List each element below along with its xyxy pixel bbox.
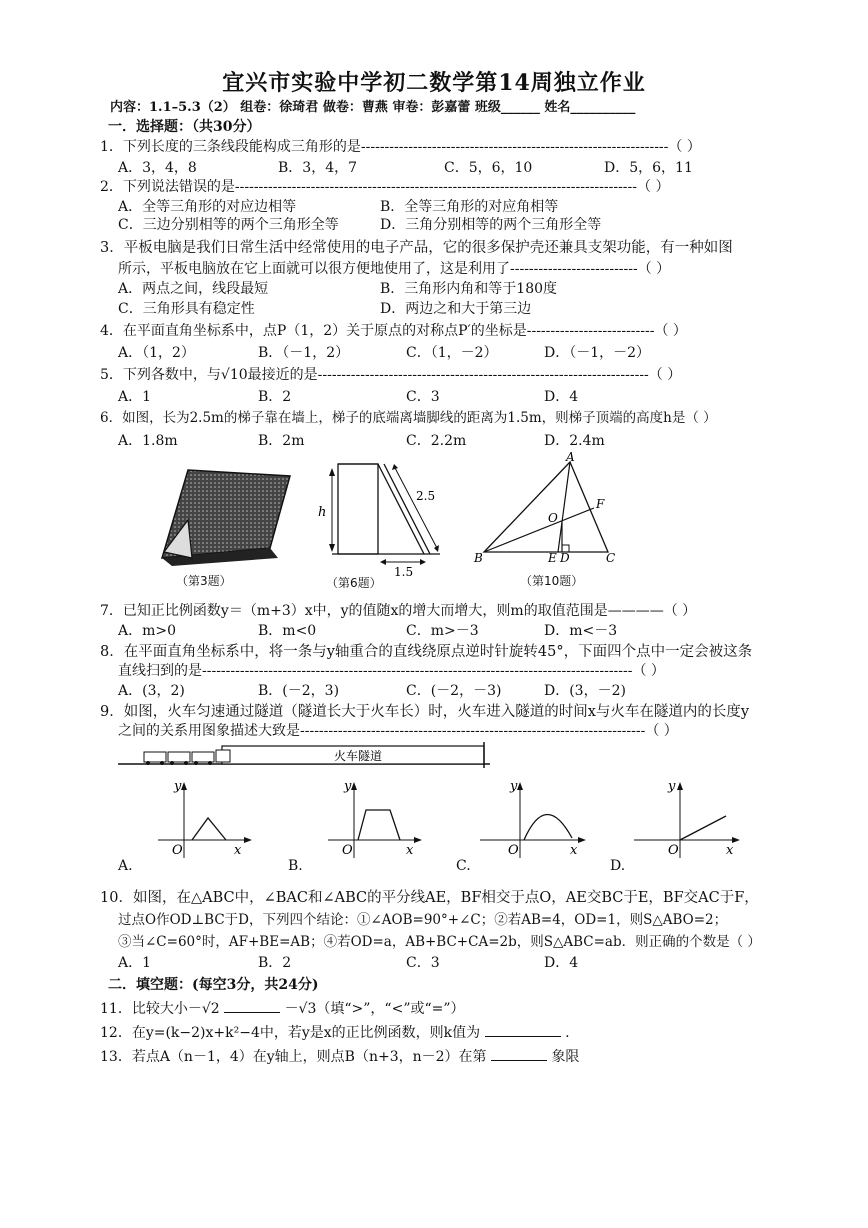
q9-option-c: C.	[456, 858, 471, 874]
section-choice-heading: 一．选择题：（共30分）	[108, 119, 261, 135]
q5-stem: 5．下列各数中，与√10最接近的是----------------------------------------------------------------------（ ）	[100, 367, 682, 383]
q11-prefix: 11．比较大小－√2	[100, 1001, 220, 1017]
fig3-caption: （第3题）	[176, 574, 232, 588]
q10-option-b: B．2	[258, 955, 292, 971]
q7-option-a: A．m>0	[118, 623, 177, 639]
q12-answer-blank[interactable]	[485, 1022, 561, 1037]
q13-answer-blank[interactable]	[491, 1046, 547, 1061]
q4-option-a: A．（1，2）	[118, 345, 195, 361]
q7-stem: 7．已知正比例函数y＝（m+3）x中，y的值随x的增大而增大，则m的取值范围是————（ ）	[100, 603, 697, 619]
q8-line2: 直线扫到的是-------------------------------------------------------------------------------------------（ ）	[118, 663, 665, 679]
graph-c-origin: O	[508, 843, 519, 858]
q2-option-b: B．全等三角形的对应角相等	[380, 199, 559, 215]
q12-suffix: .	[565, 1025, 570, 1041]
q7-option-c: C．m>－3	[406, 623, 479, 639]
q4-option-b: B．（－1，2）	[258, 345, 350, 361]
q12-line	[100, 1022, 570, 1042]
q3-option-c: C．三角形具有稳定性	[118, 301, 255, 317]
fig6-ladder-label: 2.5	[416, 489, 436, 503]
q4-stem: 4．在平面直角坐标系中，点P（1，2）关于原点的对称点P′的坐标是---------------------------（ ）	[100, 323, 687, 339]
graph-a-y-label: y	[174, 780, 182, 794]
graph-d-x-label: x	[726, 843, 734, 858]
graph-d-origin: O	[668, 843, 679, 858]
q10-line3: ③当∠C=60°时，AF+BE=AB；④若OD=a，AB+BC+CA=2b，则S△ABC=ab．则正确的个数是（ ）	[118, 934, 761, 950]
q10-option-a: A．1	[118, 955, 152, 971]
q6-option-b: B．2m	[258, 433, 305, 449]
q3-line2: 所示，平板电脑放在它上面就可以很方便地使用了，这是利用了---------------------------（ ）	[118, 261, 671, 277]
tablet-stand-figure	[150, 462, 295, 572]
ladder-figure	[312, 458, 452, 576]
q8-option-d: D．(3，－2)	[544, 683, 626, 699]
q3-option-a: A．两点之间，线段最短	[118, 281, 269, 297]
q9-graph-d	[634, 780, 744, 862]
q10-line2: 过点O作OD⊥BC于D，下列四个结论：①∠AOB=90°+∠C；②若AB=4，OD=1，则S△ABO=2；	[118, 912, 728, 928]
train-tunnel-figure	[118, 742, 490, 772]
q8-line1: 8．在平面直角坐标系中，将一条与y轴重合的直线绕原点逆时针旋转45°，下面四个点中一定会被这条	[100, 644, 753, 660]
q4-option-d: D．（－1，－2）	[544, 345, 651, 361]
q6-option-a: A．1.8m	[118, 433, 178, 449]
q5-option-d: D．4	[544, 389, 579, 405]
q1-stem: 1．下列长度的三条线段能构成三角形的是-----------------------------------------------------------------（ ）	[100, 139, 701, 155]
q2-option-d: D．三角分别相等的两个三角形全等	[380, 217, 602, 233]
fig6-caption: （第6题）	[326, 576, 382, 590]
fig6-base-label: 1.5	[394, 565, 414, 576]
q6-option-c: C．2.2m	[406, 433, 467, 449]
q2-option-a: A．全等三角形的对应边相等	[118, 199, 297, 215]
graph-c-x-label: x	[570, 843, 578, 858]
q3-option-b: B．三角形内角和等于180度	[380, 281, 558, 297]
q6-stem: 6．如图，长为2.5m的梯子靠在墙上，梯子的底端离墙脚线的距离为1.5m，则梯子顶端的高度h是（ ）	[100, 410, 717, 426]
q9-option-b: B.	[288, 858, 303, 874]
fig6-height-label: h	[318, 505, 327, 520]
q8-option-b: B．(－2，3)	[258, 683, 340, 699]
q9-option-a: A.	[118, 858, 133, 874]
page-title: 宜兴市实验中学初二数学第14周独立作业	[222, 70, 646, 96]
q2-stem: 2．下列说法错误的是-------------------------------------------------------------------------------------（ ）	[100, 179, 670, 195]
graph-a-x-label: x	[234, 843, 242, 858]
q7-option-b: B．m<0	[258, 623, 317, 639]
q1-option-d: D．5，6，11	[604, 160, 693, 176]
q3-line1: 3．平板电脑是我们日常生活中经常使用的电子产品，它的很多保护壳还兼具支架功能，有一种如图	[100, 240, 733, 256]
q11-line	[100, 998, 465, 1018]
q9-graph-c	[480, 780, 590, 862]
section-fill-heading: 二．填空题：(每空3分，共24分)	[108, 977, 319, 993]
q7-option-d: D．m<－3	[544, 623, 618, 639]
tunnel-label: 火车隧道	[334, 749, 383, 763]
graph-b-origin: O	[342, 843, 353, 858]
fig10-caption: （第10题）	[520, 574, 584, 588]
q8-option-c: C．(－2，－3)	[406, 683, 502, 699]
triangle-figure	[470, 452, 628, 568]
q1-option-c: C．5，6，10	[444, 160, 533, 176]
fig10-point-e: E	[548, 551, 557, 565]
graph-d-y-label: y	[668, 780, 676, 794]
q9-option-d: D.	[610, 858, 626, 874]
graph-c-y-label: y	[510, 780, 518, 794]
graph-b-x-label: x	[406, 843, 414, 858]
q13-suffix: 象限	[551, 1049, 580, 1065]
fig10-point-c: C	[606, 551, 616, 565]
q11-suffix: －√3（填“>”，“<”或“=”）	[284, 1001, 465, 1017]
q5-option-a: A．1	[118, 389, 152, 405]
fig10-point-f: F	[596, 497, 605, 511]
fig10-point-o: O	[548, 511, 558, 525]
q8-option-a: A．(3，2)	[118, 683, 185, 699]
fig10-point-a: A	[566, 452, 575, 464]
q1-option-b: B．3，4，7	[278, 160, 358, 176]
q3-option-d: D．两边之和大于第三边	[380, 301, 532, 317]
graph-a-origin: O	[172, 843, 183, 858]
q13-prefix: 13．若点A（n－1，4）在y轴上，则点B（n+3，n－2）在第	[100, 1049, 487, 1065]
q10-option-d: D．4	[544, 955, 579, 971]
fig10-point-b: B	[474, 551, 483, 565]
q10-line1: 10．如图，在△ABC中，∠BAC和∠ABC的平分线AE，BF相交于点O，AE交BC于E，BF交AC于F，	[100, 890, 759, 906]
q9-graph-a	[150, 780, 260, 862]
q6-option-d: D．2.4m	[544, 433, 605, 449]
q4-option-c: C．（1，－2）	[406, 345, 498, 361]
q2-option-c: C．三边分别相等的两个三角形全等	[118, 217, 339, 233]
q1-option-a: A．3，4，8	[118, 160, 197, 176]
q9-line2: 之间的关系用图象描述大致是-------------------------------------------------------------------------（ ）	[118, 723, 678, 739]
q9-line1: 9．如图，火车匀速通过隧道（隧道长大于火车长）时，火车进入隧道的时间x与火车在隧道内的长度y	[100, 704, 750, 720]
graph-b-y-label: y	[344, 780, 352, 794]
q13-line	[100, 1046, 579, 1066]
q11-answer-blank[interactable]	[224, 998, 280, 1013]
q12-prefix: 12．在y=(k−2)x+k²−4中，若y是x的正比例函数，则k值为	[100, 1025, 481, 1041]
q10-option-c: C．3	[406, 955, 440, 971]
exam-meta: 内容：1.1–5.3（2） 组卷：徐琦君 做卷：曹燕 审卷：彭嘉蕾 班级______ 姓名__________	[110, 100, 636, 115]
q9-graph-b	[320, 780, 430, 862]
q5-option-c: C．3	[406, 389, 440, 405]
q5-option-b: B．2	[258, 389, 292, 405]
fig10-point-d: D	[560, 551, 570, 565]
